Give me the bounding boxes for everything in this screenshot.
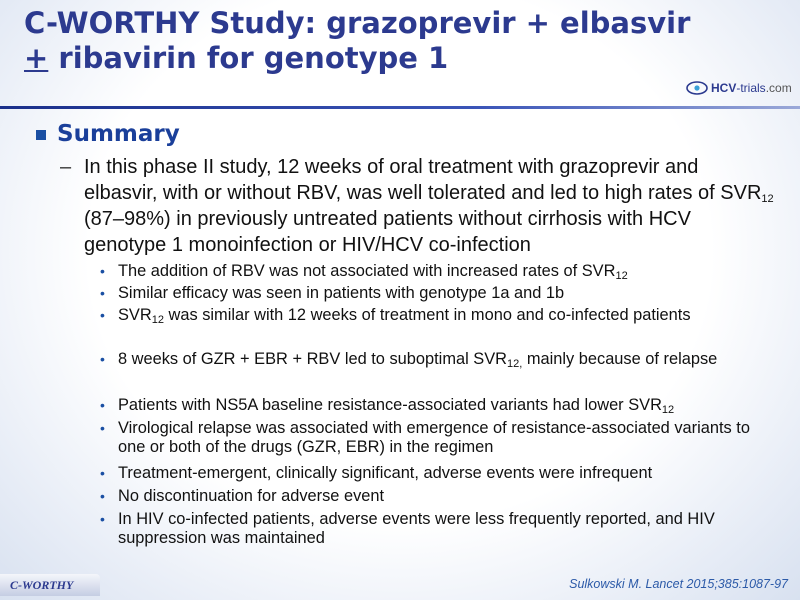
bullet-text-a: In HIV co-infected patients, adverse events were less frequently reported, and HIV suppression was maintained — [118, 510, 715, 547]
bullet-text — [118, 306, 768, 325]
bullet-text-sub: 12 — [615, 270, 628, 282]
dot-bullet-icon: • — [100, 351, 105, 367]
bullet-text-sub: 12 — [151, 314, 164, 326]
dot-bullet-icon: • — [100, 397, 105, 413]
bullet-text-sub: 12, — [507, 358, 523, 370]
bullet-text — [118, 510, 768, 548]
title-divider — [0, 106, 800, 109]
slide-title — [24, 6, 764, 76]
summary-heading: Summary — [57, 121, 180, 147]
bullet-text — [118, 396, 768, 415]
bullet-text-a: SVR — [118, 306, 152, 324]
summary-main-text — [84, 154, 774, 258]
summary-main-point — [60, 154, 780, 258]
study-label-tab: C-WORTHY — [0, 574, 100, 596]
bullet-text-a: Similar efficacy was seen in patients with genotype 1a and 1b — [118, 284, 565, 302]
logo-trials-text: -trials — [736, 81, 766, 95]
summary-heading-row — [36, 120, 180, 148]
summary-bullet — [100, 487, 770, 506]
bullet-text-a: Patients with NS5A baseline resistance-associated variants had lower SVR — [118, 396, 662, 414]
dot-bullet-icon: • — [100, 285, 105, 301]
bullet-text-a: Virological relapse was associated with emergence of resistance-associated variants to one or both of the drugs (GZR, EBR) in the regimen — [118, 419, 750, 456]
main-text-a: In this phase II study, 12 weeks of oral treatment with grazoprevir and elbasvir, with or without RBV, was well tolerated and led to high rates of SVR — [84, 156, 762, 204]
dash-bullet-icon: – — [60, 156, 72, 178]
dot-bullet-icon: • — [100, 263, 105, 279]
square-bullet-icon — [36, 130, 46, 140]
summary-bullet — [100, 262, 770, 281]
bullet-text — [118, 350, 768, 369]
title-plus-minus: + — [24, 41, 49, 75]
bullet-text-a: No discontinuation for adverse event — [118, 487, 385, 505]
summary-bullet — [100, 419, 770, 457]
bullet-text-a: 8 weeks of GZR + EBR + RBV led to suboptimal SVR — [118, 350, 507, 368]
logo-dotcom-text: .com — [765, 81, 792, 95]
dot-bullet-icon: • — [100, 511, 105, 527]
logo-hcv-text: HCV — [711, 81, 737, 95]
bullet-text — [118, 262, 768, 281]
main-text-sub: 12 — [761, 193, 774, 205]
summary-bullet — [100, 284, 770, 303]
dot-bullet-icon: • — [100, 465, 105, 481]
bullet-text — [118, 487, 768, 506]
summary-bullet — [100, 306, 770, 325]
bullet-text-a: Treatment-emergent, clinically significant, adverse events were infrequent — [118, 464, 653, 482]
bullet-text — [118, 464, 768, 483]
dot-bullet-icon: • — [100, 488, 105, 504]
bullet-text-b: was similar with 12 weeks of treatment in mono and co-infected patients — [163, 306, 691, 324]
summary-bullet — [100, 510, 770, 548]
title-line-2: ribavirin for genotype 1 — [48, 41, 449, 75]
bullet-text — [118, 419, 768, 457]
logo-mark-icon — [686, 81, 708, 95]
hcv-trials-logo — [686, 78, 792, 98]
main-text-b: (87–98%) in previously untreated patients without cirrhosis with HCV genotype 1 monoinfection or HIV/HCV co-infection — [84, 208, 691, 256]
bullet-text-a: The addition of RBV was not associated with increased rates of SVR — [118, 262, 616, 280]
bullet-text-b: mainly because of relapse — [522, 350, 718, 368]
summary-bullet — [100, 464, 770, 483]
bullet-text — [118, 284, 768, 303]
dot-bullet-icon: • — [100, 420, 105, 436]
bullet-text-sub: 12 — [661, 404, 675, 416]
summary-bullet — [100, 350, 770, 369]
dot-bullet-icon: • — [100, 307, 105, 323]
title-line-1: C-WORTHY Study: grazoprevir + elbasvir — [24, 6, 691, 40]
summary-bullet — [100, 396, 770, 415]
citation: Sulkowski M. Lancet 2015;385:1087-97 — [569, 577, 788, 591]
